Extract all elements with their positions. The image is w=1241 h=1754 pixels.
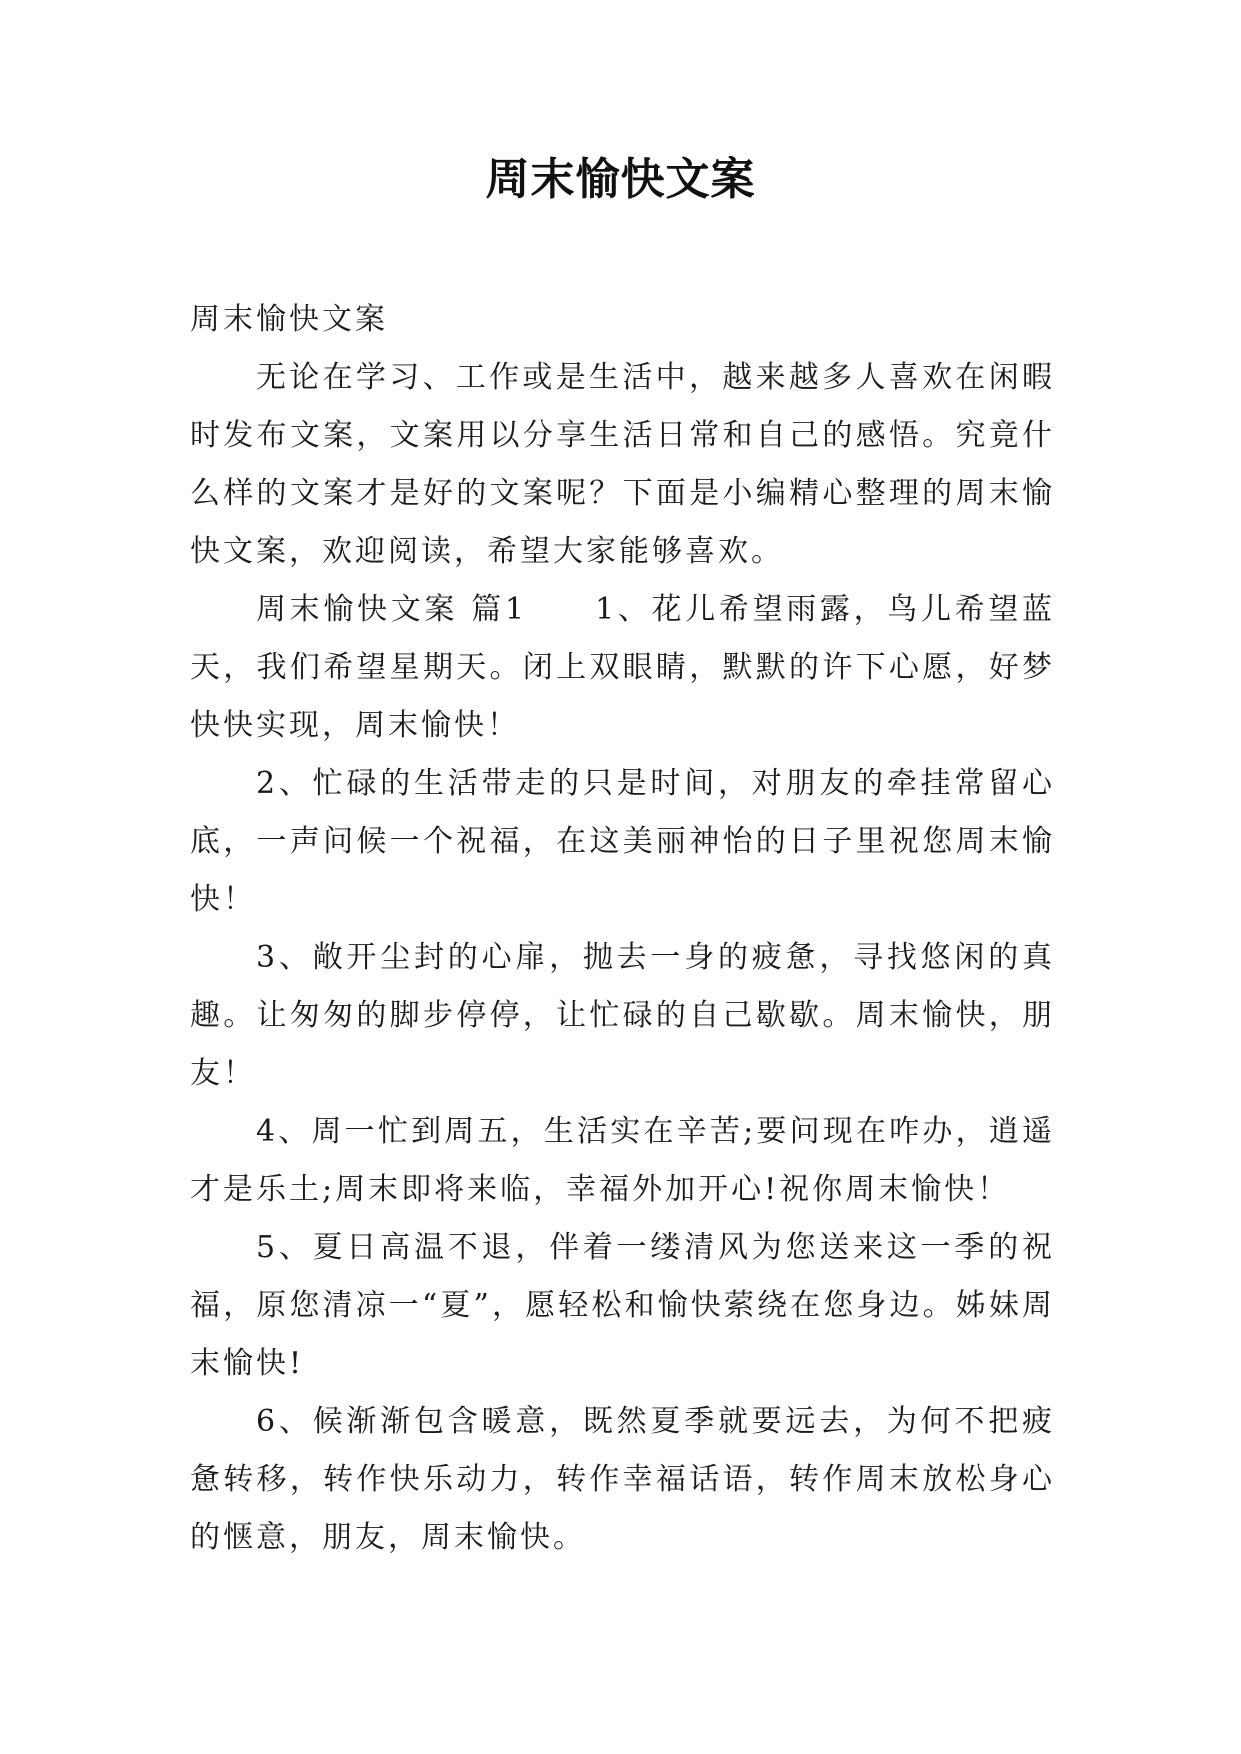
- paragraph-item-3: 3、敞开尘封的心扉，抛去一身的疲惫，寻找悠闲的真趣。让匆匆的脚步停停，让忙碌的自己歇歇。周末愉快，朋友！: [190, 940, 1055, 1091]
- document-title: 周末愉快文案: [485, 154, 756, 205]
- paragraph-intro: 无论在学习、工作或是生活中，越来越多人喜欢在闲暇时发布文案，文案用以分享生活日常和自己的感悟。究竟什么样的文案才是好的文案呢？下面是小编精心整理的周末愉快文案，欢迎阅读，希望大家能够喜欢。: [190, 360, 1055, 569]
- document-body: [190, 291, 1055, 1567]
- paragraph-item-1: 周末愉快文案 篇1 1、花儿希望雨露，鸟儿希望蓝天，我们希望星期天。闭上双眼睛，默默的许下心愿，好梦快快实现，周末愉快！: [190, 592, 1055, 743]
- paragraph-item-6: 6、候渐渐包含暖意，既然夏季就要远去，为何不把疲惫转移，转作快乐动力，转作幸福话语，转作周末放松身心的惬意，朋友，周末愉快。: [190, 1404, 1055, 1555]
- paragraph-item-4: 4、周一忙到周五，生活实在辛苦;要问现在咋办，逍遥才是乐土;周末即将来临，幸福外加开心!祝你周末愉快！: [190, 1114, 1055, 1207]
- document-subtitle: 周末愉快文案: [190, 302, 388, 337]
- paragraph-item-2: 2、忙碌的生活带走的只是时间，对朋友的牵挂常留心底，一声问候一个祝福，在这美丽神怡的日子里祝您周末愉快！: [190, 766, 1055, 917]
- paragraph-item-5: 5、夏日高温不退，伴着一缕清风为您送来这一季的祝福，原您清凉一“夏”，愿轻松和愉快萦绕在您身边。姊妹周末愉快!: [190, 1230, 1055, 1381]
